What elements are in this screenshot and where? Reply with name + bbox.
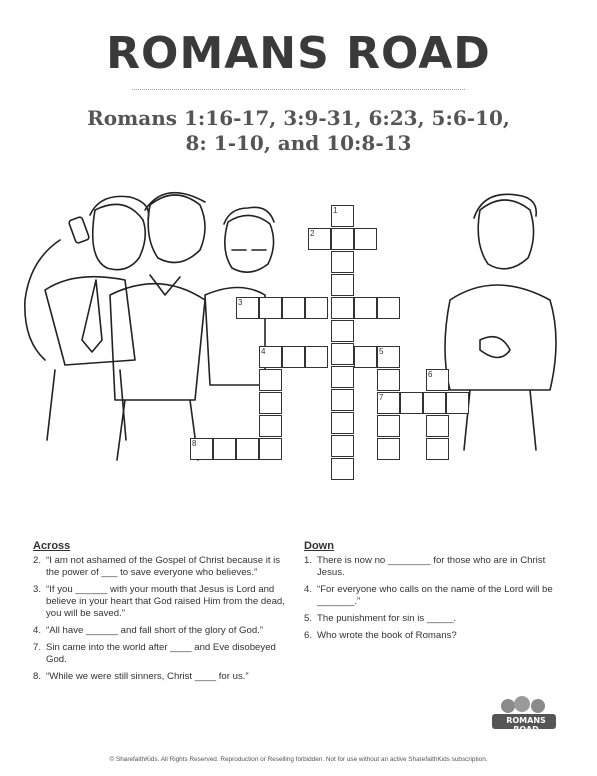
down-clue: 6. Who wrote the book of Romans?: [304, 630, 457, 641]
crossword-cell[interactable]: [236, 438, 259, 460]
crossword-cell[interactable]: [282, 346, 305, 368]
crossword-cell[interactable]: [377, 438, 400, 460]
man-4-head: [478, 200, 533, 269]
clue-number-6: 6: [428, 370, 433, 379]
man-1-head: [93, 204, 146, 269]
phone-icon: [68, 216, 89, 243]
crossword-cell[interactable]: [213, 438, 236, 460]
crossword-cell[interactable]: [259, 297, 282, 319]
clue-number-2: 2: [310, 229, 315, 238]
clue-number-8: 8: [192, 439, 197, 448]
crossword-cell[interactable]: [331, 343, 354, 365]
crossword-cell[interactable]: [331, 320, 354, 342]
crossword-cell[interactable]: [259, 392, 282, 414]
page-title: ROMANS ROAD: [106, 28, 491, 79]
man-4-hair: [474, 194, 536, 218]
clue-number-4: 4: [261, 347, 266, 356]
across-heading: Across: [33, 540, 71, 552]
crossword-cell[interactable]: [354, 228, 377, 250]
crossword-cell[interactable]: [354, 297, 377, 319]
crossword-cell[interactable]: [331, 435, 354, 457]
crossword-cell[interactable]: [305, 297, 328, 319]
man-3-head: [225, 215, 274, 272]
crossword-cell[interactable]: [377, 297, 400, 319]
across-clue: 7. Sin came into the world after ____ and Eve disobeyed God.: [33, 642, 276, 665]
man-4-legs: [464, 390, 536, 450]
crossword-cell[interactable]: [331, 297, 354, 319]
scripture-reference-line-1: Romans 1:16-17, 3:9-31, 6:23, 5:6-10,: [87, 106, 510, 130]
crossword-cell[interactable]: [259, 369, 282, 391]
crossword-cell[interactable]: [259, 415, 282, 437]
down-heading: Down: [304, 540, 334, 552]
down-clue: 4. “For everyone who calls on the name of the Lord will be _______.”: [304, 584, 553, 607]
crossword-cell[interactable]: [354, 346, 377, 368]
crossword-cell[interactable]: [331, 366, 354, 388]
copyright-footer: © SharefaithKids. All Rights Reserved. Reproduction or Reselling forbidden. Not for use without an active SharefaithKids subscription.: [109, 756, 488, 763]
across-clue: 8. “While we were still sinners, Christ ____ for us.”: [33, 671, 249, 682]
clue-number-1: 1: [333, 206, 338, 215]
crossword-cell[interactable]: [282, 297, 305, 319]
crossword-cell[interactable]: [377, 415, 400, 437]
across-clue: 3. “If you ______ with your mouth that Jesus is Lord and believe in your heart that God raised Him from the dead, you will be saved.”: [33, 584, 285, 619]
clue-number-5: 5: [379, 347, 384, 356]
man-1-phone-arm: [25, 240, 60, 360]
across-clues: [33, 540, 293, 688]
man-2-body: [110, 284, 205, 400]
man-1-tie: [82, 280, 102, 352]
crossword-cell[interactable]: [259, 438, 282, 460]
crossword-cell[interactable]: [331, 412, 354, 434]
crossword-cell[interactable]: [377, 369, 400, 391]
across-clue: 4. “All have ______ and fall short of the glory of God.”: [33, 625, 264, 636]
clue-number-7: 7: [379, 393, 384, 402]
crossword-cell[interactable]: [400, 392, 423, 414]
man-4-hands: [480, 337, 510, 358]
crossword-cell[interactable]: [426, 415, 449, 437]
crossword-cell[interactable]: [423, 392, 446, 414]
dotted-divider: [132, 89, 465, 90]
logo-text: ROMANS ROAD: [506, 716, 546, 734]
scripture-reference-line-2: 8: 1-10, and 10:8-13: [185, 131, 412, 155]
crossword-cell[interactable]: [331, 458, 354, 480]
down-clue: 5. The punishment for sin is _____.: [304, 613, 457, 624]
crossword-cell[interactable]: [446, 392, 469, 414]
clue-number-3: 3: [238, 298, 243, 307]
crossword-cell[interactable]: [426, 438, 449, 460]
crossword-cell[interactable]: [331, 228, 354, 250]
crossword-cell[interactable]: [331, 274, 354, 296]
down-clues: [304, 540, 564, 647]
crossword-cell[interactable]: [331, 389, 354, 411]
crossword-cell[interactable]: [331, 251, 354, 273]
man-4-body: [445, 285, 556, 390]
down-clue: 1. There is now no ________ for those who are in Christ Jesus.: [304, 555, 546, 578]
man-2-legs: [117, 400, 198, 460]
crossword-cell[interactable]: [305, 346, 328, 368]
cartoon-men-illustration: [0, 180, 597, 480]
across-clue: 2. “I am not ashamed of the Gospel of Christ because it is the power of ___ to save everyone who believes.”: [33, 555, 281, 578]
man-2-head: [148, 195, 205, 263]
